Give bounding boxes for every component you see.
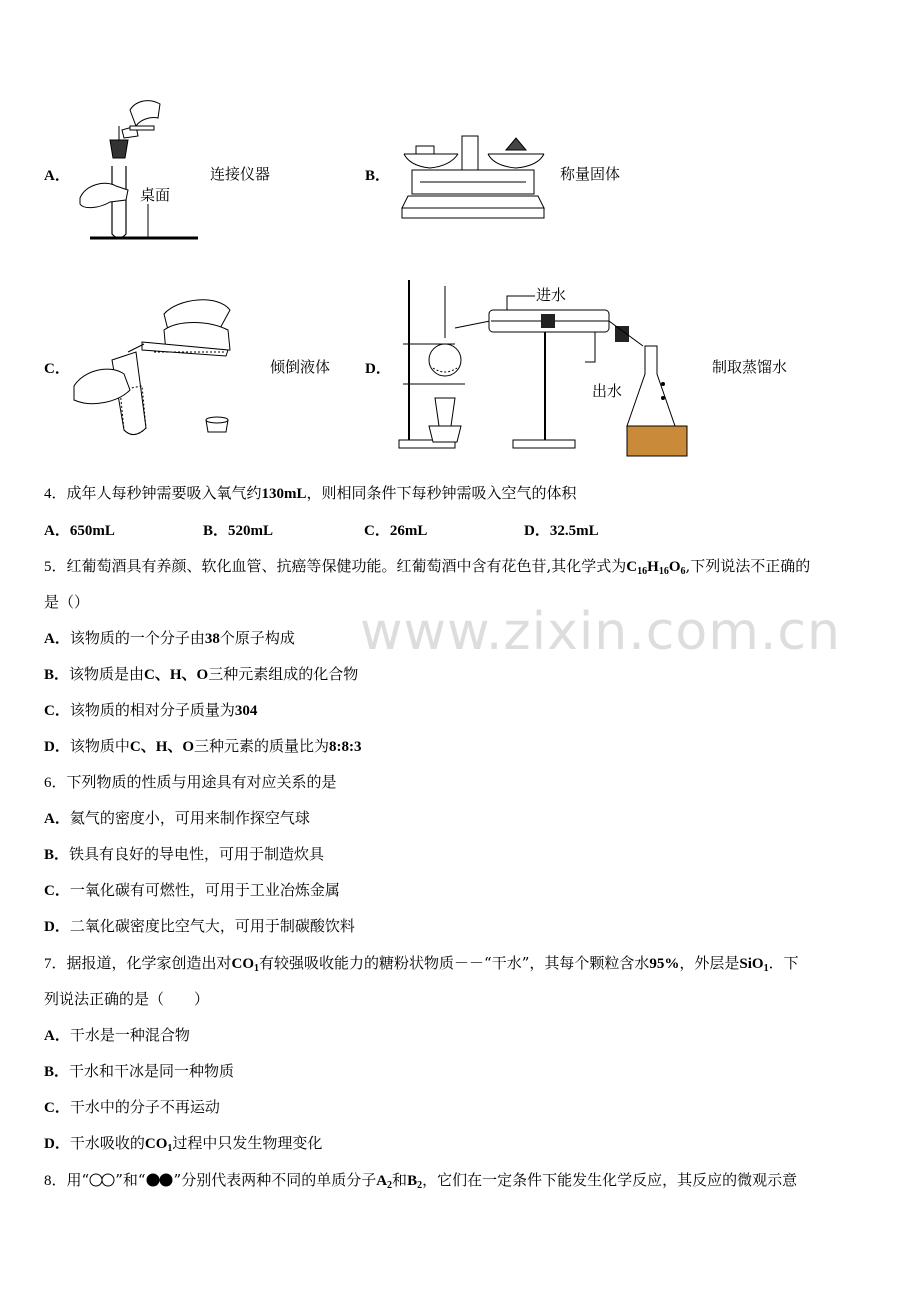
q4-number: 4． (44, 486, 67, 502)
option-d-letter: D． (365, 361, 391, 377)
q7-option-c: C．干水中的分子不再运动 (44, 1098, 220, 1116)
q5-stem (44, 555, 810, 577)
q4-option-b: B．520mL (203, 523, 274, 539)
option-b-letter: B． (365, 168, 391, 184)
q7-stem: 7．据报道，化学家创造出对$CO_1$有较强吸收能力的糖粉状物质－－“干水”，其每个颗粒含水95%，外层是SiO$_1$．下 (44, 954, 799, 974)
q5-option-a: A．该物质的一个分子由38个原子构成 (44, 629, 295, 647)
watermark: www.zixin.com.cn (360, 602, 841, 662)
q5-option-c: C．该物质的相对分子质量为304 (44, 701, 258, 719)
q4-text-c: ，则相同条件下每秒钟需吸入空气的体积 (306, 484, 577, 502)
q7-option-a: A．干水是一种混合物 (44, 1026, 190, 1044)
option-d-caption: 制取蒸馏水 (712, 358, 788, 376)
q4-text-a: 成年人每秒钟需要吸入氧气约 (66, 484, 262, 502)
black-molecule-icon (146, 1173, 174, 1187)
water-in-label: 进水 (536, 286, 567, 304)
q7-stem-line2: 列说法正确的是（ ） (44, 990, 210, 1008)
q7-option-d: D．干水吸收的$CO_1$过程中只发生物理变化 (44, 1134, 323, 1154)
q5-text-b: ,下列说法不正确的 (685, 557, 811, 575)
q6-option-a: A．氦气的密度小，可用来制作探空气球 (44, 809, 310, 827)
balance-illustration (398, 128, 548, 224)
white-molecule-icon (89, 1173, 115, 1187)
table-label: 桌面 (140, 186, 171, 204)
q4-option-a: A．650mL (44, 523, 115, 539)
connect-apparatus-illustration (70, 96, 200, 244)
pour-liquid-illustration (68, 290, 248, 450)
q4-option-d: D．32.5mL (524, 523, 599, 539)
q5-stem-line2: 是（） (44, 593, 90, 611)
q4-option-c: C．26mL (364, 523, 428, 539)
water-out-label: 出水 (592, 382, 623, 400)
q5-formula: $C_{16}H_{16}O_6$ (626, 559, 686, 577)
q6-stem: 6．下列物质的性质与用途具有对应关系的是 (44, 773, 337, 791)
q5-option-d: D．该物质中C、H、O三种元素的质量比为8:8:3 (44, 737, 362, 755)
q4-value: 130mL (261, 486, 307, 502)
q7-option-b: B．干水和干冰是同一种物质 (44, 1062, 235, 1080)
q6-option-c: C．一氧化碳有可燃性，可用于工业冶炼金属 (44, 881, 340, 899)
option-b-caption: 称量固体 (560, 165, 621, 183)
option-a-letter: A． (44, 168, 70, 184)
option-a-caption: 连接仪器 (210, 165, 271, 183)
q5-option-b: B．该物质是由C、H、O三种元素组成的化合物 (44, 665, 359, 683)
q6-option-b: B．铁具有良好的导电性，可用于制造炊具 (44, 845, 325, 863)
q6-option-d: D．二氧化碳密度比空气大，可用于制碳酸饮料 (44, 917, 355, 935)
option-c-caption: 倾倒液体 (270, 358, 331, 376)
q5-text-a: 红葡萄酒具有养颜、软化血管、抗癌等保健功能。红葡萄酒中含有花色苷,其化学式为 (66, 557, 627, 575)
q5-number: 5． (44, 559, 67, 575)
q4-stem (44, 482, 577, 503)
q8-stem: 8．用“ ”和“ ”分别代表两种不同的单质分子$A_2$和$B_2$，它们在一定条件下能发生化学反应，其反应的微观示意 (44, 1171, 798, 1191)
option-c-letter: C． (44, 361, 70, 377)
